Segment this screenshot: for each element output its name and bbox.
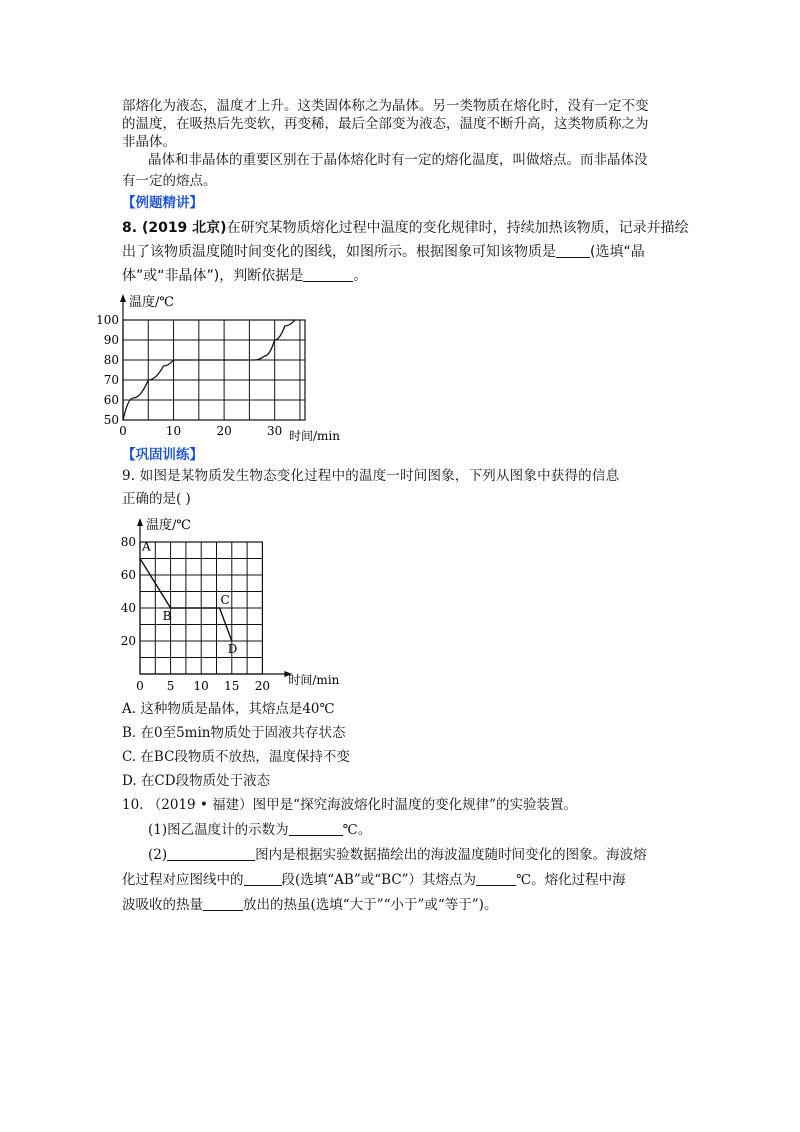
question-8-text-2b: (选填“晶 — [590, 244, 645, 260]
question-10-line-5 — [122, 896, 682, 914]
question-10-text-3b: 图内是根据实验数据描绘出的海波温度随时间变化的图象。海波熔 — [255, 847, 647, 863]
answer-blank[interactable] — [244, 871, 282, 886]
question-9-line-2: 正确的是( ) — [122, 491, 191, 507]
intro-line-2: 的温度，在吸热后先变软，再变稀，最后全部变为液态，温度不断升高，这类物质称之为 — [122, 116, 649, 132]
point-label: C — [220, 593, 230, 607]
option-b[interactable]: B. 在0至5min物质处于固液共存状态 — [122, 725, 346, 741]
temperature-time-chart-2 — [108, 512, 348, 692]
y-axis-label: 温度/℃ — [146, 518, 191, 533]
y-tick-label: 80 — [120, 535, 136, 549]
intro-line-5: 有一定的熔点。 — [122, 173, 217, 189]
y-tick-label: 20 — [120, 634, 136, 648]
series-line — [123, 320, 295, 420]
question-8-text-1: 在研究某物质熔化过程中温度的变化规律时，持续加热该物质，记录并描绘 — [226, 220, 689, 236]
x-axis-label: 时间/min — [288, 673, 340, 687]
answer-blank[interactable] — [167, 846, 255, 861]
question-8-text-3b: 。 — [353, 268, 368, 284]
x-axis-label: 时间/min — [289, 429, 340, 443]
x-tick-label: 10 — [193, 679, 209, 692]
question-8-text-3a: 体”或“非晶体”)，判断依据是 — [122, 268, 304, 284]
question-10-line-1: 10. （2019 • 福建）图甲是“探究海波熔化时温度的变化规律”的实验装置。 — [122, 797, 577, 813]
y-axis-arrow — [120, 294, 126, 302]
y-tick-label: 90 — [103, 333, 119, 347]
x-tick-label: 20 — [254, 679, 271, 692]
question-10-text-4a: 化过程对应图线中的 — [122, 872, 244, 888]
y-axis-label: 温度/℃ — [129, 295, 174, 310]
y-tick-label: 60 — [120, 568, 136, 582]
question-10-text-5b: 放出的热虽(选填“大于”“小于”或“等于”)。 — [243, 897, 498, 913]
question-8-text-2a: 出了该物质温度随时间变化的图线，如图所示。根据图象可知该物质是 — [122, 244, 556, 260]
y-tick-label: 100 — [96, 313, 119, 327]
question-9-line-1: 9. 如图是某物质发生物态变化过程中的温度一时间图象，下列从图象中获得的信息 — [122, 468, 620, 484]
x-tick-label: 20 — [216, 424, 232, 438]
question-10-line-2 — [148, 821, 708, 839]
question-10-text-5a: 波吸收的热量 — [122, 897, 203, 913]
option-c[interactable]: C. 在BC段物质不放热，温度保持不变 — [122, 749, 350, 765]
x-tick-label: 15 — [224, 679, 240, 692]
plot-frame — [123, 320, 305, 420]
question-8-line-3 — [122, 265, 682, 287]
y-tick-label: 60 — [103, 393, 119, 407]
point-label: B — [162, 609, 172, 623]
question-10-text-4c: ℃。熔化过程中海 — [516, 872, 626, 888]
question-8-line-1 — [122, 217, 689, 239]
question-10-text-4b: 段(选填“AB”或“BC”）其熔点为 — [281, 872, 477, 888]
answer-blank[interactable] — [476, 871, 516, 886]
question-10-text-2b: ℃。 — [342, 822, 372, 838]
x-tick-label: 0 — [119, 424, 127, 438]
section-heading-examples: 【例题精讲】 — [122, 195, 203, 211]
y-tick-label: 40 — [120, 601, 136, 615]
question-8-line-2 — [122, 241, 682, 263]
answer-blank[interactable] — [303, 267, 353, 282]
x-tick-label: 5 — [166, 679, 175, 692]
section-heading-practice: 【巩固训练】 — [122, 447, 203, 463]
option-d[interactable]: D. 在CD段物质处于液态 — [122, 773, 271, 789]
question-8-source: (2019 北京) — [141, 220, 227, 236]
x-tick-label: 10 — [165, 424, 182, 438]
answer-blank[interactable] — [289, 821, 343, 836]
question-8-number: 8. — [122, 220, 142, 236]
y-axis-arrow — [137, 518, 143, 526]
intro-line-3: 非晶体。 — [122, 134, 176, 150]
question-10-text-2a: (1)图乙温度计的示数为 — [148, 822, 289, 838]
answer-blank[interactable] — [556, 243, 590, 258]
option-a[interactable]: A. 这种物质是晶体，其熔点是40℃ — [122, 701, 335, 717]
point-label: A — [142, 539, 151, 554]
temperature-time-chart-1 — [95, 290, 365, 450]
point-label: D — [227, 642, 238, 656]
question-10-line-3 — [148, 846, 708, 864]
x-tick-label: 0 — [136, 679, 144, 692]
y-tick-label: 70 — [103, 373, 119, 387]
intro-line-4: 晶体和非晶体的重要区别在于晶体熔化时有一定的熔化温度，叫做熔点。而非晶体没 — [148, 152, 648, 168]
x-tick-label: 30 — [267, 424, 283, 438]
y-tick-label: 50 — [103, 413, 119, 427]
y-tick-label: 80 — [103, 353, 119, 367]
question-10-line-4 — [122, 871, 682, 889]
answer-blank[interactable] — [203, 896, 243, 911]
intro-line-1: 部熔化为液态，温度才上升。这类固体称之为晶体。另一类物质在熔化时，没有一定不变 — [122, 98, 649, 114]
question-10-text-3a: (2) — [148, 847, 168, 863]
